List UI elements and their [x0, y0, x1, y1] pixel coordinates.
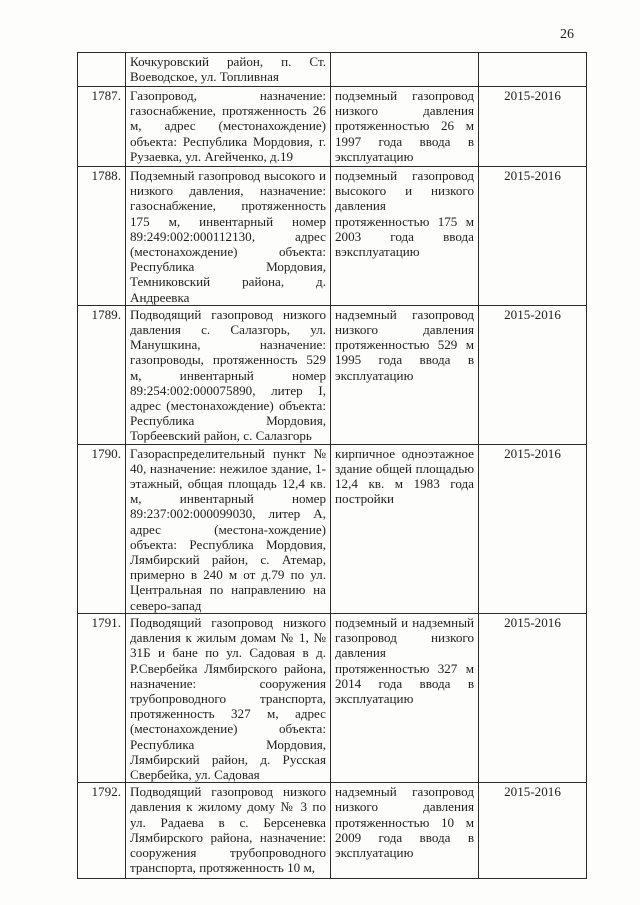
object-characteristics-cell: подземный газопровод низкого давления протяженностью 26 м 1997 года ввода в эксплуатацию: [331, 87, 479, 167]
property-registry-table: [77, 52, 587, 879]
period-cell: 2015-2016: [479, 167, 587, 306]
object-description-cell: Кочкуровский район, п. Ст. Воеводское, ул. Топливная: [126, 53, 331, 87]
row-number-cell: [78, 53, 126, 87]
page-number: 26: [560, 27, 574, 42]
table-row: [78, 613, 587, 782]
table-row: [78, 53, 587, 87]
object-characteristics-cell: надземный газопровод низкого давления протяженностью 529 м 1995 года ввода в эксплуатацию: [331, 305, 479, 444]
object-description-cell: Газопровод, назначение: газоснабжение, протяженность 26 м, адрес (местонахождение) объекта: Республика Мордовия, г. Рузаевка, ул. Агейченко, д.19: [126, 87, 331, 167]
period-cell: 2015-2016: [479, 783, 587, 879]
row-number-cell: 1791.: [78, 613, 126, 782]
period-cell: 2015-2016: [479, 87, 587, 167]
row-number-cell: 1787.: [78, 87, 126, 167]
object-characteristics-cell: [331, 53, 479, 87]
row-number-cell: 1792.: [78, 783, 126, 879]
row-number-cell: 1788.: [78, 167, 126, 306]
row-number-cell: 1790.: [78, 444, 126, 613]
table-row: [78, 87, 587, 167]
period-cell: 2015-2016: [479, 305, 587, 444]
table-row: [78, 167, 587, 306]
period-cell: [479, 53, 587, 87]
table-row: [78, 783, 587, 879]
object-description-cell: Газораспределительный пункт № 40, назначение: нежилое здание, 1-этажный, общая площадь 12,4 кв. м, инвентарный номер 89:237:002:000099030, литер А, адрес (местона-хождение) объекта: Республика Мордовия, Лямбирский район, с. Атемар, примерно в 240 м от д.79 по ул. Центральная по направлению на северо-запад: [126, 444, 331, 613]
object-description-cell: Подводящий газопровод низкого давления к жилым домам № 1, № 31Б и бане по ул. Садовая в д. Р.Свербейка Лямбирского района, назначение: сооружения трубопроводного транспорта, протяженность 327 м, адрес (местонахождение) объекта: Республика Мордовия, Лямбирский район, д. Русская Свербейка, ул. Садовая: [126, 613, 331, 782]
object-characteristics-cell: надземный газопровод низкого давления протяженностью 10 м 2009 года ввода в эксплуатацию: [331, 783, 479, 879]
period-cell: 2015-2016: [479, 444, 587, 613]
object-characteristics-cell: подземный газопровод высокого и низкого давления протяженностью 175 м 2003 года ввода вэксплуатацию: [331, 167, 479, 306]
object-description-cell: Подводящий газопровод низкого давления с. Салазгорь, ул. Манушкина, назначение: газопроводы, протяженность 529 м, инвентарный номер 89:254:002:000075890, литер I, адрес (местонахождение) объекта: Республика Мордовия, Торбеевский район, с. Салазгорь: [126, 305, 331, 444]
table-row: [78, 444, 587, 613]
period-cell: 2015-2016: [479, 613, 587, 782]
object-characteristics-cell: кирпичное одноэтажное здание общей площадью 12,4 кв. м 1983 года постройки: [331, 444, 479, 613]
object-description-cell: Подземный газопровод высокого и низкого давления, назначение: газоснабжение, протяженность 175 м, инвентарный номер 89:249:002:000112130, адрес (местонахождение) объекта: Республика Мордовия, Темниковский района, д. Андреевка: [126, 167, 331, 306]
object-description-cell: Подводящий газопровод низкого давления к жилому дому № 3 по ул. Радаева в с. Берсеневка Лямбирского района, назначение: сооружения трубопроводного транспорта, протяженность 10 м,: [126, 783, 331, 879]
table-row: [78, 305, 587, 444]
row-number-cell: 1789.: [78, 305, 126, 444]
object-characteristics-cell: подземный и надземный газопровод низкого давления протяженностью 327 м 2014 года ввода в эксплуатацию: [331, 613, 479, 782]
